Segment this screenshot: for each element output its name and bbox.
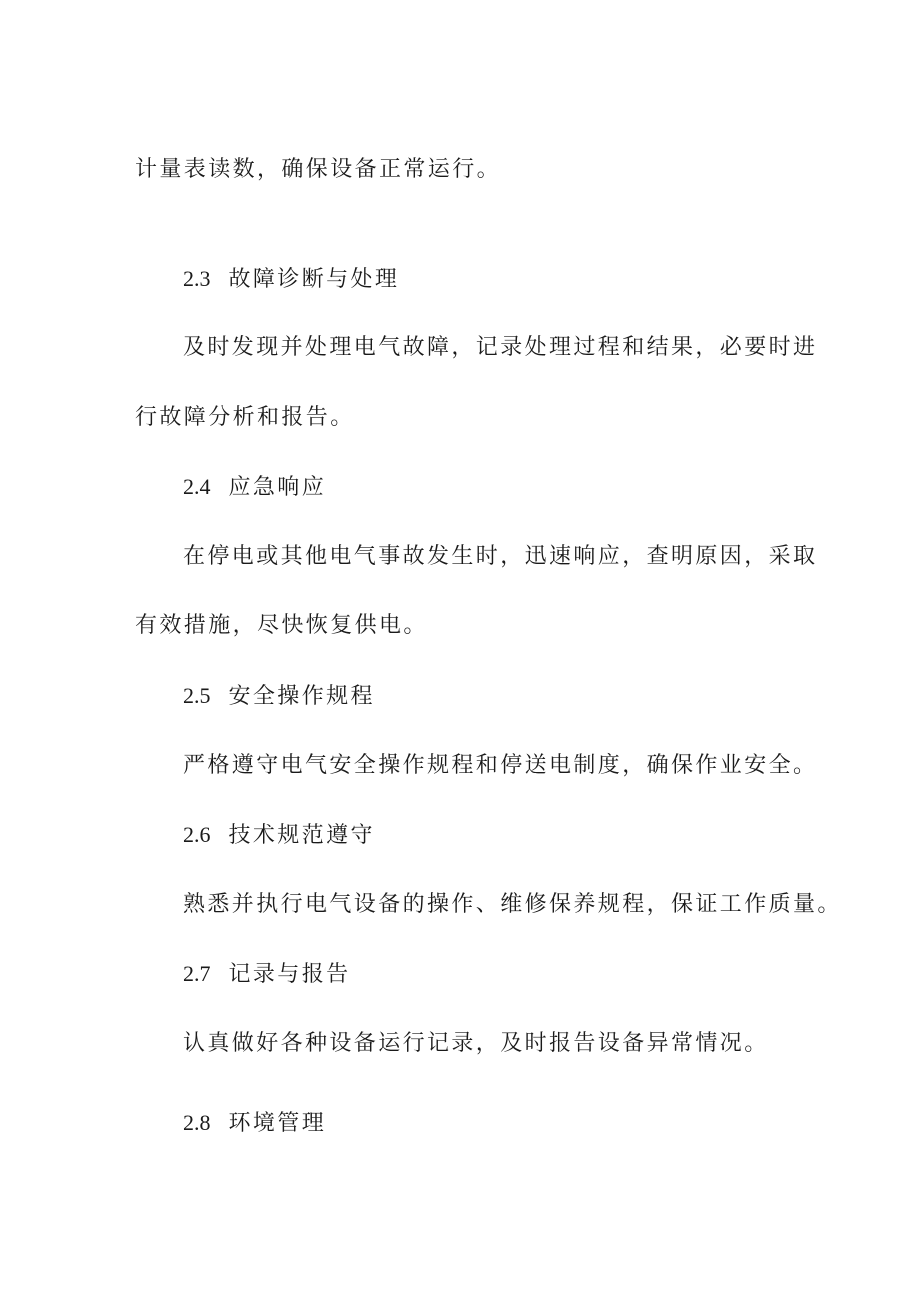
section-title: 环境管理 — [228, 1111, 327, 1136]
paragraph-line: 有效措施，尽快恢复供电。 — [135, 613, 428, 638]
section-heading-2-6 — [183, 820, 375, 851]
section-heading-2-5 — [183, 681, 375, 712]
section-heading-2-7 — [183, 959, 351, 990]
paragraph-line: 熟悉并执行电气设备的操作、维修保养规程，保证工作质量。 — [183, 892, 842, 917]
section-title: 故障诊断与处理 — [228, 267, 400, 292]
section-title: 安全操作规程 — [228, 684, 375, 709]
section-title: 技术规范遵守 — [228, 823, 375, 848]
section-heading-2-4 — [183, 472, 326, 503]
paragraph-line: 认真做好各种设备运行记录，及时报告设备异常情况。 — [183, 1031, 769, 1056]
paragraph-line: 行故障分析和报告。 — [135, 405, 355, 430]
paragraph-continued-line: 计量表读数，确保设备正常运行。 — [135, 157, 502, 182]
section-heading-2-8 — [183, 1108, 326, 1139]
section-title: 记录与报告 — [228, 962, 351, 987]
section-number: 2.3 — [183, 266, 211, 291]
paragraph-line: 严格遵守电气安全操作规程和停送电制度，确保作业安全。 — [183, 753, 818, 778]
section-title: 应急响应 — [228, 475, 327, 500]
section-number: 2.6 — [183, 822, 211, 847]
section-number: 2.7 — [183, 961, 211, 986]
section-number: 2.4 — [183, 474, 211, 499]
paragraph-line: 在停电或其他电气事故发生时，迅速响应，查明原因，采取 — [183, 544, 818, 569]
section-number: 2.5 — [183, 683, 211, 708]
section-number: 2.8 — [183, 1110, 211, 1135]
section-heading-2-3 — [183, 264, 399, 295]
paragraph-line: 及时发现并处理电气故障，记录处理过程和结果，必要时进 — [183, 335, 818, 360]
